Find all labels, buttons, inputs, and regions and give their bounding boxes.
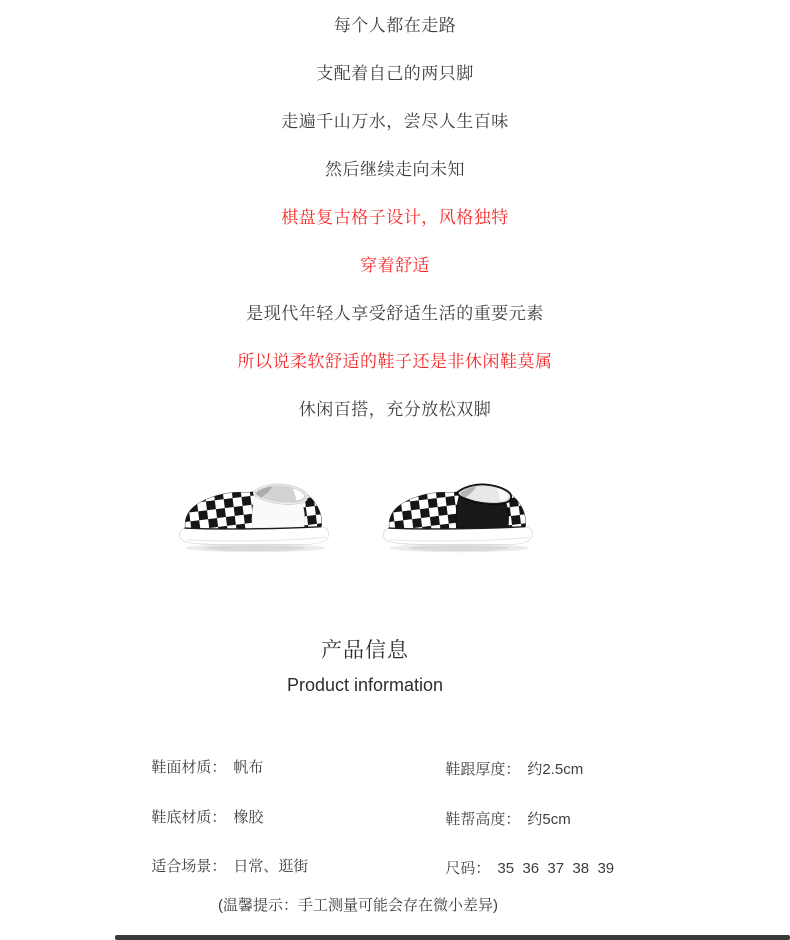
section-title: 产品信息	[321, 639, 409, 662]
spec-label: 鞋面材质：	[151, 759, 227, 776]
spec-label: 尺码：	[445, 860, 491, 877]
spec-upper-material	[143, 735, 263, 779]
spec-scenario	[143, 834, 308, 878]
spec-value: 橡胶	[233, 809, 264, 826]
section-subtitle: Product information	[286, 675, 444, 695]
spec-value: 约5cm	[527, 811, 571, 828]
spec-value: 约2.5cm	[527, 761, 584, 778]
intro-copy	[0, 2, 790, 434]
spec-heel-thickness	[437, 737, 583, 781]
intro-line: 走遍千山万水，尝尽人生百味	[281, 112, 509, 131]
intro-line-highlight: 穿着舒适	[360, 256, 430, 275]
black-checkerboard-shoe-image	[380, 478, 538, 557]
intro-line: 支配着自己的两只脚	[316, 64, 474, 83]
spec-shaft-height	[437, 787, 571, 831]
spec-sizes	[437, 836, 614, 880]
white-checkerboard-shoe-image	[176, 478, 334, 557]
intro-line-highlight: 棋盘复古格子设计，风格独特	[281, 208, 509, 227]
intro-line: 然后继续走向未知	[325, 160, 465, 179]
measurement-note: (温馨提示：手工测量可能会存在微小差异)	[218, 897, 498, 914]
intro-line: 是现代年轻人享受舒适生活的重要元素	[246, 304, 544, 323]
spec-label: 鞋帮高度：	[445, 811, 521, 828]
spec-value: 35 36 37 38 39	[497, 860, 615, 877]
intro-line: 每个人都在走路	[333, 16, 457, 35]
spec-value: 帆布	[233, 759, 264, 776]
spec-label: 鞋底材质：	[151, 809, 227, 826]
spec-label: 适合场景：	[151, 858, 227, 875]
intro-line: 休闲百搭，充分放松双脚	[298, 400, 492, 419]
spec-label: 鞋跟厚度：	[445, 761, 521, 778]
horizontal-scrollbar-thumb[interactable]	[115, 935, 790, 940]
intro-line-highlight: 所以说柔软舒适的鞋子还是非休闲鞋莫属	[237, 352, 553, 371]
spec-sole-material	[143, 785, 263, 829]
spec-value: 日常、逛街	[233, 858, 309, 875]
